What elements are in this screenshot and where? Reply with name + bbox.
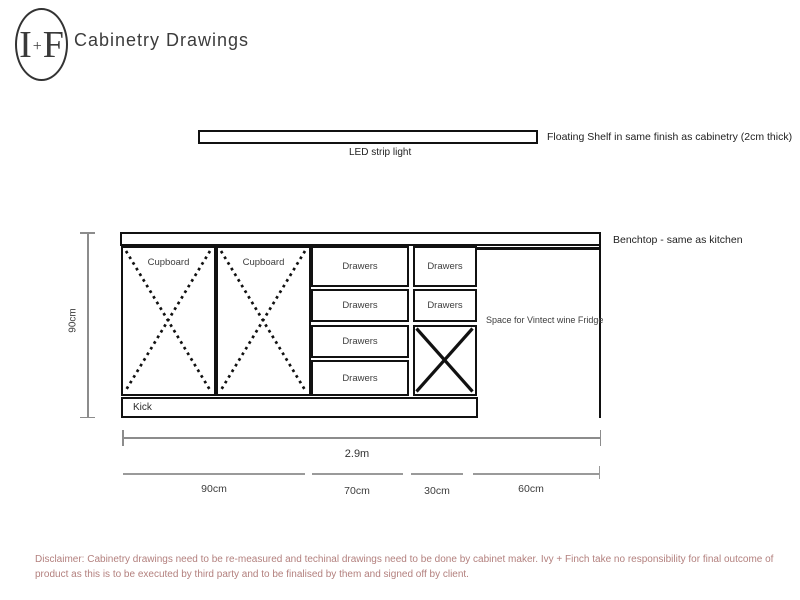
wine-fridge-space-right-edge <box>599 245 602 418</box>
drawer-box <box>413 246 477 287</box>
cupboard-label-2: Cupboard <box>242 257 285 268</box>
open-shelf-cross-box <box>413 325 477 396</box>
floating-shelf-drawing <box>198 130 538 144</box>
wine-fridge-space-top-edge <box>477 247 601 250</box>
cupboard-door-cross-icon <box>218 248 308 393</box>
cupboard-box-1 <box>121 246 216 396</box>
cupboard-door-cross-icon <box>123 248 213 393</box>
height-dimension-line <box>87 232 89 418</box>
disclaimer-text: Disclaimer: Cabinetry drawings need to be re-measured and techinal drawings need to be done by cabinet maker. Ivy + Finch take no responsibility for final outcome of product as this is to be executed by third party and to be finalised by them and signed off by client. <box>35 554 774 580</box>
segment-line-3 <box>411 473 463 475</box>
drawer-box <box>311 246 409 287</box>
height-dimension-label: 90cm <box>67 308 79 333</box>
height-dimension-top-tick <box>80 232 95 234</box>
segment-label-2: 70cm <box>344 485 370 497</box>
segment-label-3: 30cm <box>424 485 450 497</box>
drawer-box <box>311 325 409 358</box>
benchtop-drawing <box>120 232 601 246</box>
segment-line-2 <box>312 473 403 475</box>
drawer-label: Drawers <box>427 300 463 311</box>
kick-box <box>121 397 478 418</box>
segment-line-1 <box>123 473 305 475</box>
cross-brace-icon <box>415 327 474 393</box>
drawer-label: Drawers <box>342 372 378 384</box>
segment-line-4 <box>473 473 600 475</box>
page-title: Cabinetry Drawings <box>74 30 250 50</box>
total-width-dimension-line <box>122 437 601 439</box>
segment-line-4-end-tick <box>599 466 601 479</box>
total-width-left-tick <box>122 430 124 446</box>
drawer-label: Drawers <box>342 336 378 347</box>
logo-letter-f: F <box>42 23 64 66</box>
drawer-box <box>311 360 409 396</box>
drawer-label: Drawers <box>342 300 378 311</box>
drawer-label: Drawers <box>342 261 378 272</box>
logo-plus-sign: + <box>32 37 42 55</box>
total-width-right-tick <box>600 430 602 446</box>
cupboard-box-2 <box>216 246 311 396</box>
total-width-label: 2.9m <box>344 448 370 460</box>
drawer-label: Drawers <box>427 261 463 272</box>
segment-label-4: 60cm <box>518 483 544 495</box>
benchtop-label: Benchtop - same as kitchen <box>613 234 743 246</box>
wine-fridge-label: Space for Vintect wine Fridge <box>486 315 604 325</box>
height-dimension-bottom-tick <box>80 417 95 419</box>
drawer-box <box>413 289 477 322</box>
floating-shelf-label: Floating Shelf in same finish as cabinetry (2cm thick) <box>547 131 793 143</box>
cupboard-label-1: Cupboard <box>147 257 190 268</box>
kick-label: Kick <box>133 402 152 413</box>
segment-label-1: 90cm <box>201 483 227 495</box>
logo-letter-i: I <box>19 23 32 66</box>
brand-logo <box>15 8 68 81</box>
led-strip-label: LED strip light <box>349 147 412 158</box>
drawer-box <box>311 289 409 322</box>
